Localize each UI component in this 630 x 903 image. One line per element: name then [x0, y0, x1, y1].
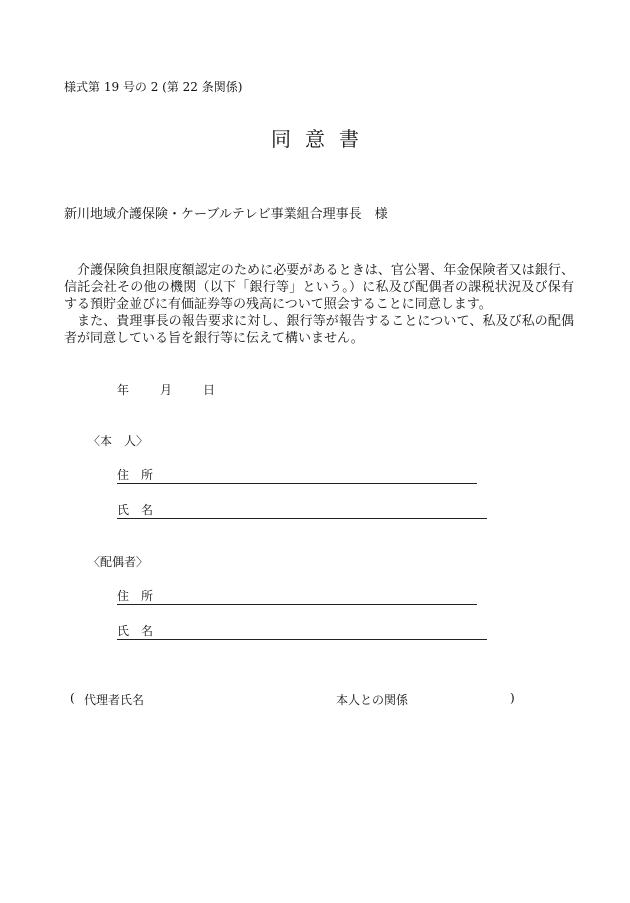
agent-line — [70, 691, 530, 709]
spouse-name-field[interactable] — [117, 622, 487, 640]
consent-paragraph-1: 介護保険負担限度額認定のために必要があるときは、官公署、年金保険者又は銀行、信託会社その他の機関（以下「銀行等」という。）に私及び配偶者の課税状況及び保有する預貯金並びに有価証券等の残高について照会することに同意します。 — [64, 263, 574, 312]
date-day-label: 日 — [203, 383, 216, 397]
spouse-section-label: 〈配偶者〉 — [88, 555, 149, 569]
agent-relation-label[interactable]: 本人との関係 — [336, 693, 409, 707]
date-year-label: 年 — [117, 383, 130, 397]
addressee: 新川地域介護保険・ケーブルテレビ事業組合理事長 様 — [64, 207, 388, 222]
document-title: 同意書 — [271, 127, 373, 151]
consent-paragraph-2: また、貴理事長の報告要求に対し、銀行等が報告することについて、私及び私の配偶者が同意している旨を銀行等に伝えて構いません。 — [64, 314, 574, 346]
principal-address-underline — [117, 483, 477, 484]
consent-body — [64, 262, 574, 347]
principal-name-field[interactable] — [117, 501, 487, 519]
principal-address-field[interactable] — [117, 466, 477, 484]
agent-close-paren: ) — [510, 691, 515, 705]
principal-address-label: 住所 — [117, 468, 166, 482]
date-month-label: 月 — [160, 383, 173, 397]
agent-open-paren: ( — [70, 691, 75, 705]
spouse-name-underline — [117, 639, 487, 640]
principal-name-label: 氏名 — [117, 503, 166, 517]
agent-name-label[interactable]: 代理者氏名 — [84, 693, 145, 707]
principal-name-underline — [117, 518, 487, 519]
date-line — [117, 381, 215, 398]
spouse-address-field[interactable] — [117, 587, 477, 605]
spouse-address-underline — [117, 604, 477, 605]
principal-section-label: 〈本 人〉 — [88, 434, 149, 448]
form-number: 様式第 19 号の 2 (第 22 条関係) — [64, 80, 243, 94]
spouse-address-label: 住所 — [117, 589, 166, 603]
spouse-name-label: 氏名 — [117, 624, 166, 638]
